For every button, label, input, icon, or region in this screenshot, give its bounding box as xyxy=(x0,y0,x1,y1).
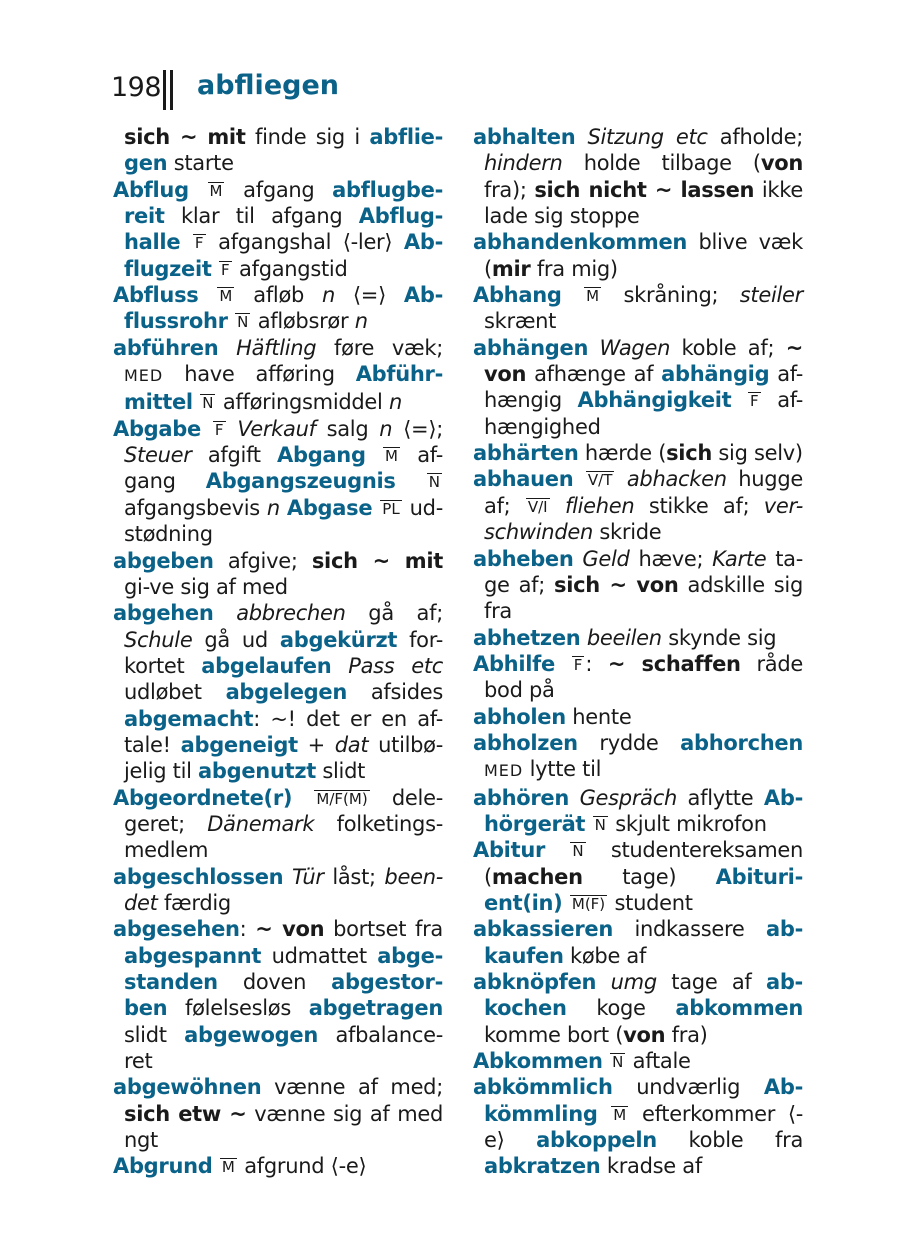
entry-text xyxy=(396,469,426,493)
entry-text xyxy=(562,891,568,915)
bold-phrase: sich ~ mit xyxy=(311,548,444,573)
headword: abgewogen xyxy=(184,1022,318,1047)
entry-text: koble af; xyxy=(670,335,786,360)
dictionary-entry xyxy=(473,1048,803,1074)
gender-marker: N xyxy=(202,394,214,413)
headword: abge-standen xyxy=(124,943,443,994)
italic-label: abhacken xyxy=(626,467,727,492)
entry-text xyxy=(198,283,216,307)
entry-text: skråning; xyxy=(602,283,740,308)
subject-label: MED xyxy=(124,366,164,386)
entry-text xyxy=(615,467,627,491)
entry-text: gå ud xyxy=(192,627,280,652)
headword: abhören xyxy=(473,785,570,810)
gender-marker: F xyxy=(750,392,759,411)
entry-text xyxy=(218,336,236,360)
entry-text: afgrund ⟨-e⟩ xyxy=(237,1154,367,1179)
entry-text: af-hængig xyxy=(484,362,803,413)
entry-text: tage) xyxy=(582,864,716,889)
headword: abflie-gen xyxy=(124,125,443,176)
entry-text: afgangsbevis xyxy=(124,495,267,520)
entry-text: + xyxy=(297,732,335,757)
entry-text xyxy=(213,1154,219,1178)
entry-text xyxy=(555,652,571,676)
entry-text: kradse af xyxy=(600,1154,702,1179)
entry-text: student xyxy=(608,890,693,915)
italic-label: Wagen xyxy=(599,335,671,360)
entry-text xyxy=(603,1049,609,1073)
headword: abkommen xyxy=(675,996,803,1021)
italic-label: Steuer xyxy=(124,443,192,468)
italic-label: Schule xyxy=(124,627,193,652)
dictionary-entry xyxy=(113,1074,443,1153)
dictionary-entry xyxy=(473,229,803,282)
entry-text: slidt xyxy=(124,1022,185,1047)
headword: abheben xyxy=(473,546,574,571)
entry-text xyxy=(189,178,207,202)
entry-text: ud-stødning xyxy=(124,495,443,547)
entry-text: afsides xyxy=(347,680,443,705)
bold-phrase: sich etw ~ xyxy=(124,1101,247,1126)
entry-text: afgift xyxy=(191,443,278,468)
entry-text: ta-ge af; xyxy=(484,546,804,597)
headword: Abführ-mittel xyxy=(124,362,443,415)
dictionary-entry xyxy=(113,864,443,917)
headword: abführen xyxy=(113,335,219,360)
entry-text xyxy=(331,654,348,678)
headword: abhärten xyxy=(473,441,579,466)
headword: Abhängigkeit xyxy=(577,388,732,413)
header-rule xyxy=(163,70,166,110)
headword: abhauen xyxy=(473,467,574,492)
headword: abkassieren xyxy=(473,917,614,942)
entry-text xyxy=(588,336,599,360)
entry-text xyxy=(280,496,287,520)
gender-marker: F xyxy=(194,234,204,253)
entry-text: tage af xyxy=(656,970,766,994)
entry-text xyxy=(212,257,218,281)
bold-phrase: von xyxy=(623,1022,666,1047)
entry-text: studentereksamen ( xyxy=(484,838,803,889)
dictionary-entry xyxy=(473,704,803,730)
entry-text: holde tilbage ( xyxy=(562,151,761,176)
entry-text: gå af; xyxy=(345,601,443,626)
italic-label: n xyxy=(354,309,368,334)
bold-phrase: ~ schaffen xyxy=(607,651,741,676)
entry-text: komme bort ( xyxy=(484,1022,624,1047)
dictionary-entry xyxy=(113,785,443,864)
gender-marker: M xyxy=(586,287,600,306)
gender-marker: M(F) xyxy=(571,894,606,913)
entry-text: bortset fra xyxy=(324,917,443,942)
entry-text: gi-ve sig af med xyxy=(124,574,288,599)
dictionary-entry xyxy=(473,282,803,335)
gender-marker: M/F(M) xyxy=(316,789,368,808)
italic-label: steiler xyxy=(739,283,803,308)
gender-marker: F xyxy=(573,655,583,674)
bold-phrase: sich nicht ~ lassen xyxy=(534,177,755,202)
entry-text: rydde xyxy=(577,730,681,755)
entry-text: hæve; xyxy=(629,546,713,571)
entry-text xyxy=(569,786,580,810)
headword: abholzen xyxy=(473,730,578,755)
headword: abflugbe-reit xyxy=(124,177,443,229)
headword: abgesehen xyxy=(113,917,240,942)
entry-text: klar til afgang xyxy=(164,204,359,229)
entry-text xyxy=(551,494,565,518)
gender-marker: N xyxy=(428,473,440,492)
entry-text: sig selv) xyxy=(712,441,803,466)
column-left xyxy=(113,124,443,1180)
italic-label: n xyxy=(266,495,280,520)
entry-text: låst; xyxy=(323,864,385,889)
dictionary-entry xyxy=(113,282,443,335)
headword: Abhang xyxy=(473,283,562,308)
entry-text: ⟨=⟩ xyxy=(334,283,404,308)
gender-marker: V/I xyxy=(527,497,548,516)
headword: abgeben xyxy=(113,548,214,573)
entry-text: doven xyxy=(217,970,332,994)
entry-text: koble fra xyxy=(656,1128,804,1153)
gender-marker: M xyxy=(219,287,233,306)
italic-label: beeilen xyxy=(586,625,662,650)
dictionary-entry xyxy=(473,969,803,1048)
italic-label: hindern xyxy=(484,151,563,176)
headword: abhetzen xyxy=(473,625,581,650)
dictionary-entry xyxy=(113,335,443,416)
italic-label: ver-schwinden xyxy=(484,493,803,545)
headword: abgenutzt xyxy=(198,759,316,784)
entry-text xyxy=(573,467,585,491)
entry-text xyxy=(731,388,747,412)
entry-text xyxy=(585,812,591,836)
entry-text: ikke lade sig stoppe xyxy=(484,177,803,229)
entry-text: blive væk ( xyxy=(484,230,803,281)
italic-label: Pass etc xyxy=(348,653,443,678)
entry-text: lytte til xyxy=(523,757,602,782)
gender-marker: F xyxy=(214,420,224,439)
bold-phrase: mir xyxy=(491,256,531,281)
italic-label: Verkauf xyxy=(237,416,316,441)
italic-label: n xyxy=(321,283,335,308)
dictionary-entry xyxy=(113,124,443,177)
dictionary-entry xyxy=(113,1153,443,1179)
headword: abhandenkommen xyxy=(473,230,688,255)
bold-phrase: machen xyxy=(491,864,583,889)
entry-text: føre væk; xyxy=(316,335,443,360)
gender-marker: F xyxy=(221,260,230,279)
entry-text: udløbet xyxy=(124,680,226,705)
entry-text: stikke af; xyxy=(634,493,764,518)
headword: abknöpfen xyxy=(473,970,597,994)
entry-text xyxy=(366,443,382,467)
headword: Abituri-ent(in) xyxy=(484,864,803,915)
dictionary-entry xyxy=(473,440,803,466)
page-number: 198 xyxy=(111,72,162,103)
headword: abhalten xyxy=(473,125,576,149)
dictionary-entry xyxy=(473,785,803,838)
headword: abgehen xyxy=(113,601,214,626)
headword: Ab-hörgerät xyxy=(484,785,803,836)
italic-label: n xyxy=(379,416,393,441)
headword: abgeneigt xyxy=(180,732,298,757)
entry-text xyxy=(180,230,192,254)
gender-marker: M xyxy=(209,181,223,200)
dictionary-entry xyxy=(473,730,803,785)
headword: abgekürzt xyxy=(279,627,398,652)
dictionary-entry xyxy=(473,837,803,916)
italic-label: fliehen xyxy=(565,493,635,518)
headword: abgespannt xyxy=(124,943,262,968)
entry-text: fra); xyxy=(484,177,535,202)
entry-text: have afføring xyxy=(163,362,356,387)
entry-text: skrænt xyxy=(484,309,557,334)
entry-text: hente xyxy=(565,704,632,729)
entry-text: ⟨=⟩; xyxy=(392,416,443,441)
entry-text: afgang xyxy=(225,177,333,202)
bold-phrase: ~ von xyxy=(484,335,803,387)
italic-label: been-det xyxy=(124,864,443,915)
column-right xyxy=(473,124,803,1180)
entry-text: vænne sig af med ngt xyxy=(124,1101,443,1153)
italic-label: n xyxy=(388,390,402,415)
headword: Abitur xyxy=(473,838,546,863)
headword: abgemacht xyxy=(124,706,254,731)
headword: Abfluss xyxy=(113,283,199,308)
entry-text: : xyxy=(585,651,608,676)
entry-text xyxy=(372,496,379,520)
headword: Abhilfe xyxy=(473,651,555,676)
entry-text: salg xyxy=(315,416,380,441)
entry-text xyxy=(292,786,313,810)
dictionary-entry xyxy=(473,916,803,969)
entry-text: afgangshal ⟨-ler⟩ xyxy=(206,230,404,255)
bold-phrase: von xyxy=(760,151,803,176)
dictionary-entry xyxy=(473,546,803,625)
italic-label: Dänemark xyxy=(207,811,315,836)
entry-text xyxy=(596,970,610,994)
entry-text: afløbsrør xyxy=(251,309,355,334)
italic-label: dat xyxy=(334,732,369,757)
entry-text: udmattet xyxy=(261,943,378,968)
entry-text: færdig xyxy=(157,890,231,915)
dictionary-entry xyxy=(113,416,443,548)
headword: abgeschlossen xyxy=(113,864,284,889)
dictionary-entry xyxy=(113,600,443,784)
headword: Ab-kömmling xyxy=(484,1075,803,1126)
headword: Ab-flussrohr xyxy=(124,283,443,334)
headword: ab-kaufen xyxy=(484,917,803,968)
entry-text: undværlig xyxy=(612,1075,764,1100)
italic-label: Karte xyxy=(712,546,767,571)
entry-text: købe af xyxy=(563,943,647,968)
entry-text: afløb xyxy=(235,283,322,308)
entry-text: hugge af; xyxy=(484,467,803,518)
entry-text: afgive; xyxy=(213,548,312,573)
entry-text xyxy=(201,417,212,441)
entry-text: folketings-medlem xyxy=(124,811,443,863)
entry-text: afbalance-ret xyxy=(124,1022,443,1074)
entry-text: skjult mikrofon xyxy=(608,811,767,836)
dictionary-entry xyxy=(473,651,803,704)
headword: abgelegen xyxy=(225,680,348,705)
entry-text: utilbø-jelig til xyxy=(124,732,443,784)
gender-marker: M xyxy=(221,1158,235,1177)
headword: Abgrund xyxy=(113,1154,213,1179)
bold-phrase: sich ~ von xyxy=(554,572,679,597)
headword: Abkommen xyxy=(473,1049,603,1074)
headword: abkratzen xyxy=(484,1154,601,1179)
entry-text: aftale xyxy=(626,1049,691,1074)
headword: Abgeordnete(r) xyxy=(113,785,293,810)
italic-label: Tür xyxy=(291,864,324,889)
headword: abholen xyxy=(473,704,566,729)
entry-text: fra) xyxy=(665,1022,708,1047)
dictionary-entry xyxy=(473,466,803,545)
entry-text: starte xyxy=(167,151,234,176)
gender-marker: M xyxy=(384,447,398,466)
headword: abhorchen xyxy=(680,730,803,755)
entry-text: indkassere xyxy=(613,917,766,942)
headword: abhängig xyxy=(661,362,770,387)
headword: abgetragen xyxy=(308,996,443,1021)
entry-text xyxy=(283,865,292,889)
entry-text xyxy=(545,838,569,862)
entry-text: efterkommer ⟨-e⟩ xyxy=(484,1101,803,1153)
entry-text: aflytte xyxy=(677,785,764,810)
entry-text: koge xyxy=(566,996,676,1021)
entry-text: vænne af med; xyxy=(261,1075,443,1100)
headword: abgestor-ben xyxy=(124,970,443,1021)
entry-text: afgangstid xyxy=(232,256,348,281)
italic-label: abbrechen xyxy=(236,601,346,626)
headword: Abgase xyxy=(286,495,373,520)
dictionary-entry xyxy=(473,1074,803,1179)
dictionary-entry xyxy=(473,335,803,440)
headword: Ab-flugzeit xyxy=(124,230,443,281)
header-rule xyxy=(170,70,173,110)
headword: abkoppeln xyxy=(536,1128,657,1153)
headword: Abflug-halle xyxy=(124,204,443,255)
entry-text xyxy=(228,309,234,333)
gender-marker: N xyxy=(594,815,606,834)
gender-marker: N xyxy=(572,842,584,861)
entry-text xyxy=(562,283,584,307)
headword: Abgang xyxy=(277,443,366,468)
dictionary-entry xyxy=(473,625,803,651)
entry-text: adskille sig fra xyxy=(484,572,803,624)
headword: abhängen xyxy=(473,335,589,360)
headword: Abgabe xyxy=(113,416,201,441)
gender-marker: N xyxy=(237,313,249,332)
guide-word: abfliegen xyxy=(197,70,339,101)
entry-text: slidt xyxy=(316,759,366,784)
dictionary-entry xyxy=(113,548,443,601)
entry-text xyxy=(214,601,237,625)
dictionary-entry xyxy=(113,916,443,1074)
headword: Abgangszeugnis xyxy=(205,469,396,494)
italic-label: Häftling xyxy=(236,335,317,360)
gender-marker: M xyxy=(613,1105,627,1124)
entry-text: fra mig) xyxy=(530,256,618,281)
headword: abgelaufen xyxy=(201,653,332,678)
bold-phrase: sich ~ mit xyxy=(124,125,246,149)
gender-marker: V/T xyxy=(587,471,613,490)
entry-text: følelsesløs xyxy=(167,996,309,1021)
entry-text: råde bod på xyxy=(484,651,803,703)
entry-text: afhænge af xyxy=(526,362,662,387)
headword: abkömmlich xyxy=(473,1075,613,1100)
dictionary-entry xyxy=(113,177,443,282)
entry-text: dele-geret; xyxy=(124,785,443,836)
bold-phrase: ~ von xyxy=(255,917,325,942)
bold-phrase: sich xyxy=(666,441,713,466)
entry-text: : xyxy=(239,917,256,942)
headword: abgewöhnen xyxy=(113,1075,262,1100)
italic-label: umg xyxy=(610,970,657,994)
entry-text xyxy=(227,417,238,441)
gender-marker: N xyxy=(612,1053,624,1072)
entry-text: skynde sig xyxy=(661,625,777,650)
headword: Abflug xyxy=(113,177,189,202)
italic-label: Gespräch xyxy=(579,785,677,810)
entry-text: : ~! det er en af-tale! xyxy=(124,706,443,757)
entry-text: finde sig i xyxy=(245,125,370,149)
entry-text: afføringsmiddel xyxy=(216,390,389,415)
entry-text xyxy=(575,125,587,149)
italic-label: Geld xyxy=(582,546,630,571)
gender-marker: PL xyxy=(382,499,400,518)
entry-text: for-kortet xyxy=(124,627,443,678)
entry-text: hærde ( xyxy=(578,441,667,466)
italic-label: Sitzung etc xyxy=(587,125,708,149)
entry-text: af-gang xyxy=(124,443,443,494)
entry-text: afholde; xyxy=(707,125,803,149)
subject-label: MED xyxy=(484,761,524,781)
entry-text xyxy=(598,1102,611,1126)
entry-text: skride xyxy=(592,520,662,545)
headword: ab-kochen xyxy=(484,970,803,1021)
entry-text: af-hængighed xyxy=(484,388,803,439)
dictionary-entry xyxy=(473,124,803,229)
entry-text xyxy=(193,390,199,414)
